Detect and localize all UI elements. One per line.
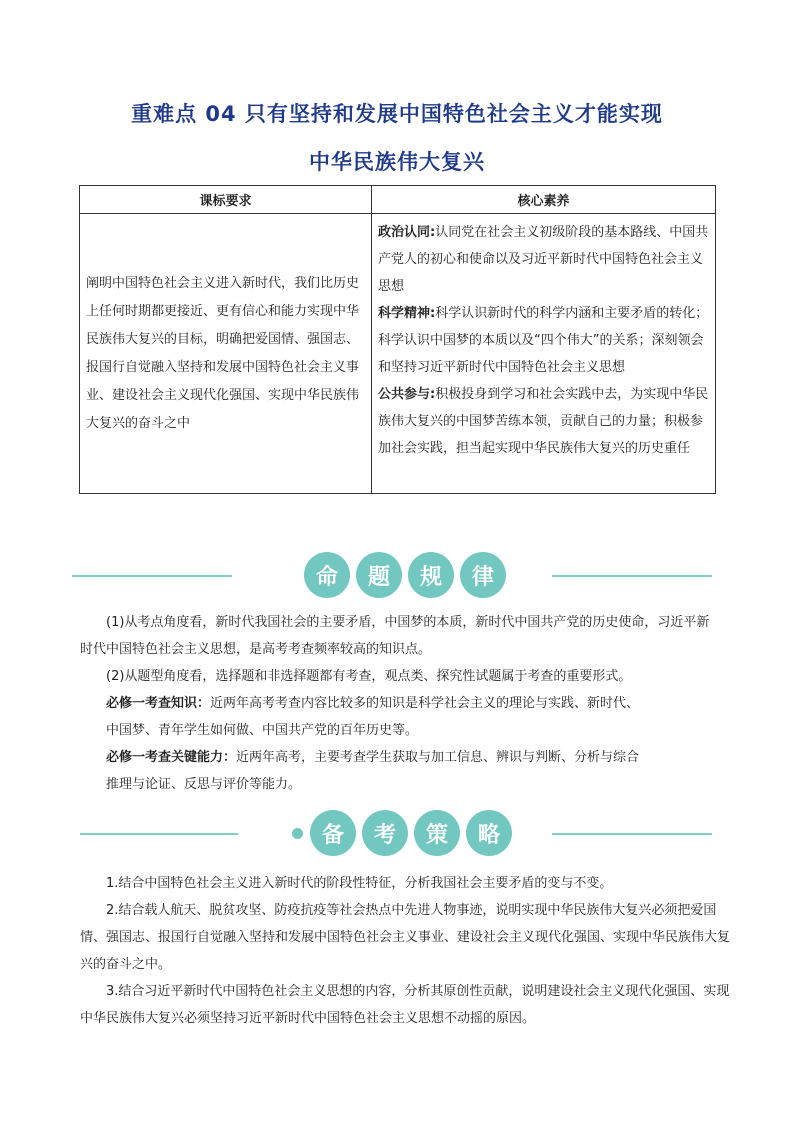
banner-char: 律 xyxy=(460,552,506,598)
literacy-label-political: 政治认同: xyxy=(378,225,436,240)
pattern-p2: (2)从题型角度看，选择题和非选择题都有考查，观点类、探究性试题属于考查的重要形式。 xyxy=(106,669,632,684)
literacy-text-political: 认同党在社会主义初级阶段的基本路线、中国共产党人的初心和使命以及习近平新时代中国特色社会主义思想 xyxy=(378,225,709,294)
banner-char: 考 xyxy=(362,810,408,856)
pattern-p4-cont: 推理与论证、反思与评价等能力。 xyxy=(106,777,302,792)
pattern-p4-label: 必修一考查关键能力： xyxy=(106,750,237,765)
literacy-label-science: 科学精神: xyxy=(378,306,436,321)
literacy-text-science: 科学认识新时代的科学内涵和主要矛盾的转化；科学认识中国梦的本质以及“四个伟大”的关系；深刻领会和坚持习近平新时代中国特色社会主义思想 xyxy=(378,306,709,375)
table-header-row xyxy=(80,186,716,214)
banner-line-right xyxy=(552,833,712,835)
pattern-p3-text: 近两年高考考查内容比较多的知识是科学社会主义的理论与实践、新时代、 xyxy=(210,696,640,711)
strategy-p1: 1.结合中国特色社会主义进入新时代的阶段性特征，分析我国社会主要矛盾的变与不变。 xyxy=(106,876,613,891)
strategy-p3: 3.结合习近平新时代中国特色社会主义思想的内容，分析其原创性贡献，说明建设社会主义现代化强国、实现中华民族伟大复兴必须坚持习近平新时代中国特色社会主义思想不动摇的原因。 xyxy=(80,984,730,1026)
core-literacy-cell xyxy=(372,214,716,494)
banner-line-left xyxy=(72,575,232,577)
header-curriculum: 课标要求 xyxy=(80,186,372,214)
page-title-line2: 中华民族伟大复兴 xyxy=(309,150,485,174)
requirements-table xyxy=(79,185,716,494)
header-core-literacy: 核心素养 xyxy=(372,186,716,214)
pattern-p3 xyxy=(80,690,720,717)
banner-line-left xyxy=(80,833,238,835)
banner-char: 题 xyxy=(356,552,402,598)
strategy-p2: 2.结合载人航天、脱贫攻坚、防疫抗疫等社会热点中先进人物事迹，说明实现中华民族伟大复兴必须把爱国情、强国志、报国行自觉融入坚持和发展中国特色社会主义事业、建设社会主义现代化强国、实现中华民族伟大复兴的奋斗之中。 xyxy=(80,903,731,972)
page-title-line1: 重难点 04 只有坚持和发展中国特色社会主义才能实现 xyxy=(131,102,663,126)
banner-circles xyxy=(304,552,506,598)
banner-line-right xyxy=(552,575,712,577)
section-exam-patterns xyxy=(80,609,720,798)
section-prep-strategy xyxy=(80,870,730,1032)
pattern-p3-cont: 中国梦、青年学生如何做、中国共产党的百年历史等。 xyxy=(106,723,419,738)
literacy-text-public: 积极投身到学习和社会实践中去，为实现中华民族伟大复兴的中国梦苦练本领，贡献自己的力量；积极参加社会实践，担当起实现中华民族伟大复兴的历史重任 xyxy=(378,387,709,456)
pattern-p3-label: 必修一考查知识： xyxy=(106,696,211,711)
pattern-p4-text: 近两年高考，主要考查学生获取与加工信息、辨识与判断、分析与综合 xyxy=(236,750,640,765)
banner-prep-strategy xyxy=(0,810,794,858)
pattern-p1: (1)从考点角度看，新时代我国社会的主要矛盾，中国梦的本质，新时代中国共产党的历史使命，习近平新时代中国特色社会主义思想，是高考考查频率较高的知识点。 xyxy=(80,615,710,657)
banner-exam-patterns xyxy=(0,552,794,600)
banner-char: 命 xyxy=(304,552,350,598)
banner-char: 略 xyxy=(466,810,512,856)
banner-circles xyxy=(310,810,512,856)
table-row xyxy=(80,214,716,494)
banner-char: 策 xyxy=(414,810,460,856)
banner-char: 规 xyxy=(408,552,454,598)
curriculum-requirement-cell: 阐明中国特色社会主义进入新时代，我们比历史上任何时期都更接近、更有信心和能力实现中华民族伟大复兴的目标，明确把爱国情、强国志、报国行自觉融入坚持和发展中国特色社会主义事业、建设社会主义现代化强国、实现中华民族伟大复兴的奋斗之中 xyxy=(80,214,372,494)
pattern-p4 xyxy=(80,744,720,771)
banner-char: 备 xyxy=(310,810,356,856)
banner-dot xyxy=(292,828,303,839)
literacy-label-public: 公共参与: xyxy=(378,387,436,402)
